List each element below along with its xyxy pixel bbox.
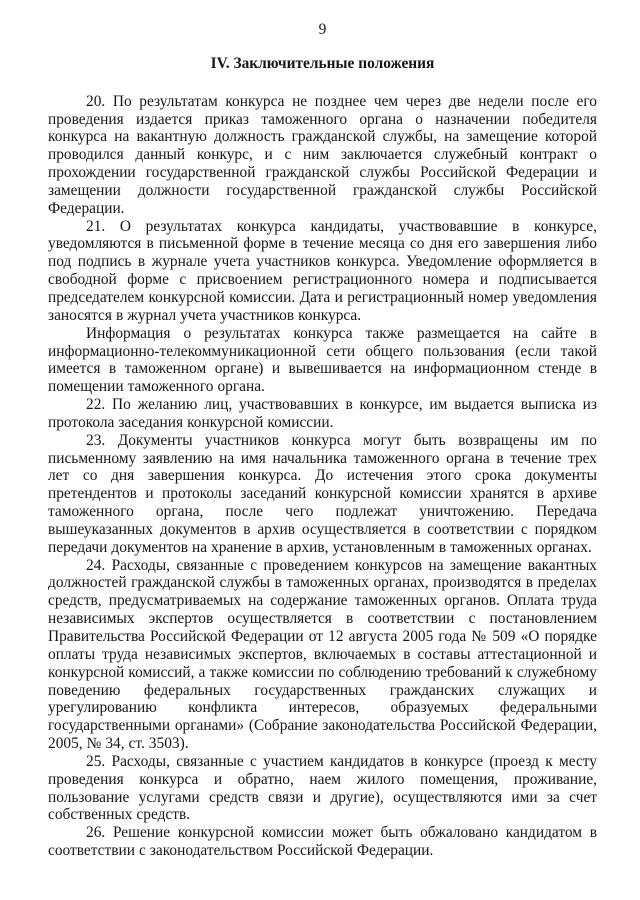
paragraph-20: 20. По результатам конкурса не позднее чем через две недели после его проведения издается приказ таможенного органа о назначении победителя конкурса на вакантную должность гражданской службы, на замещение которой проводился данный конкурс, и с ним заключается служебный контракт о прохождении государственной гражданской службы Российской Федерации и замещении должности государственной гражданской службы Российской Федерации.	[48, 92, 597, 217]
paragraph-22: 22. По желанию лиц, участвовавших в конкурсе, им выдается выписка из протокола заседания конкурсной комиссии.	[48, 396, 597, 431]
paragraph-24: 24. Расходы, связанные с проведением конкурсов на замещение вакантных должностей гражданской службы в таможенных органах, производятся в пределах средств, предусматриваемых на содержание таможенных органов. Оплата труда независимых экспертов осуществляется в соответствии с постановлением Правительства Российской Федерации от 12 августа 2005 года № 509 «О порядке оплаты труда независимых экспертов, включаемых в составы аттестационной и конкурсной комиссий, а также комиссии по соблюдению требований к служебному поведению федеральных государственных гражданских служащих и урегулированию конфликта интересов, образуемых федеральными государственными органами» (Собрание законодательства Российской Федерации, 2005, № 34, ст. 3503).	[48, 556, 597, 753]
paragraph-25: 25. Расходы, связанные с участием кандидатов в конкурсе (проезд к месту проведения конкурса и обратно, наем жилого помещения, проживание, пользование услугами средств связи и другие), осуществляются ими за счет собственных средств.	[48, 752, 597, 824]
paragraph-21-info: Информация о результатах конкурса также размещается на сайте в информационно-телекоммуникационной сети общего пользования (если такой имеется в таможенном органе) и вывешивается на информационном стенде в помещении таможенного органа.	[48, 324, 597, 396]
paragraph-26: 26. Решение конкурсной комиссии может быть обжаловано кандидатом в соответствии с законодательством Российской Федерации.	[48, 824, 597, 860]
paragraph-23: 23. Документы участников конкурса могут быть возвращены им по письменному заявлению на имя начальника таможенного органа в течение трех лет со дня завершения конкурса. До истечения этого срока документы претендентов и протоколы заседаний конкурсной комиссии хранятся в архиве таможенного органа, после чего подлежат уничтожению. Передача вышеуказанных документов в архив осуществляется в соответствии с порядком передачи документов на хранение в архив, установленным в таможенных органах.	[48, 431, 597, 556]
page-number: 9	[318, 21, 327, 38]
paragraph-21: 21. О результатах конкурса кандидаты, участвовавшие в конкурсе, уведомляются в письменной форме в течение месяца со дня его завершения либо под подпись в журнале учета участников конкурса. Уведомление оформляется в свободной форме с присвоением регистрационного номера и подписывается председателем конкурсной комиссии. Дата и регистрационный номер уведомления заносятся в журнал учета участников конкурса.	[48, 217, 597, 324]
section-heading: IV. Заключительные положения	[210, 54, 435, 72]
